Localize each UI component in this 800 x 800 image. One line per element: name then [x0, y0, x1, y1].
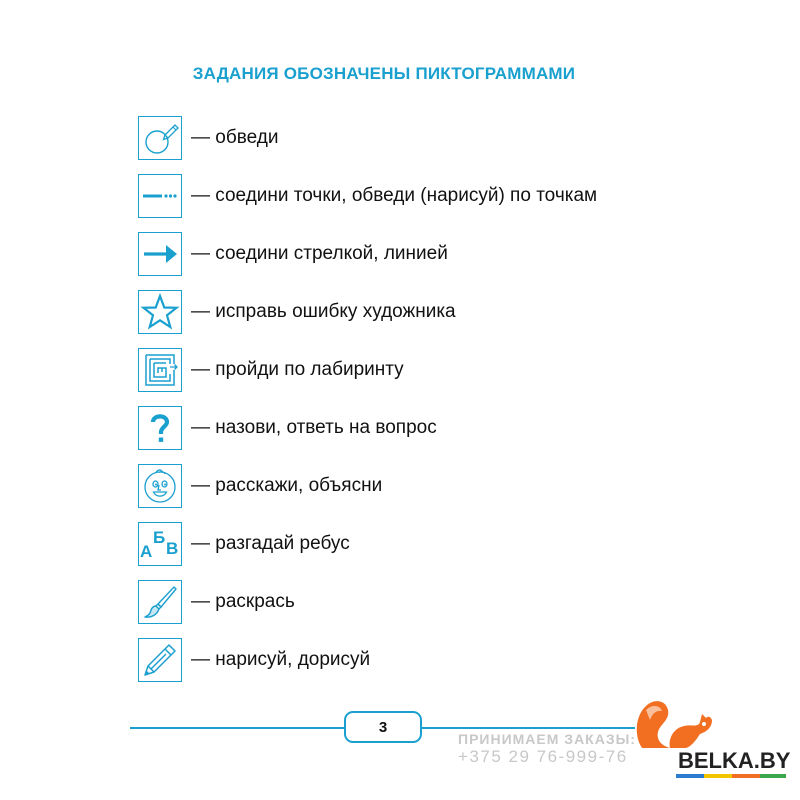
brand-stripe: [676, 774, 786, 778]
arrow-right-icon: [138, 232, 182, 276]
watermark-text: [458, 730, 636, 766]
legend-label: — раскрась: [191, 591, 295, 612]
star-icon: [138, 290, 182, 334]
legend-item-trace: [138, 115, 278, 161]
watermark-brand: BELKA.BY: [678, 748, 791, 773]
question-mark-icon: [138, 406, 182, 450]
legend-item-star: [138, 289, 456, 335]
legend-item-dots: [138, 173, 597, 219]
legend-item-arrow: [138, 231, 448, 277]
legend-label: — соедини точки, обведи (нарисуй) по точкам: [191, 185, 598, 206]
legend-label: — соедини стрелкой, линией: [191, 243, 448, 264]
pencil-icon: [138, 638, 182, 682]
letters-abv-icon: [138, 522, 182, 566]
legend-label: — расскажи, объясни: [191, 475, 383, 496]
dotted-line-icon: [138, 174, 182, 218]
letter-b: Б: [153, 528, 166, 547]
legend-label: — нарисуй, дорисуй: [191, 649, 371, 670]
legend-label: — обведи: [191, 127, 279, 148]
letter-v: В: [166, 539, 179, 558]
legend-label: — пройди по лабиринту: [191, 359, 404, 380]
legend-label: — разгадай ребус: [191, 533, 350, 554]
page-number: 3: [344, 711, 422, 743]
smiling-face-icon: [138, 464, 182, 508]
page-title: ЗАДАНИЯ ОБОЗНАЧЕНЫ ПИКТОГРАММАМИ: [192, 64, 576, 83]
trace-circle-icon: [138, 116, 182, 160]
legend-item-maze: [138, 347, 404, 393]
squirrel-logo-icon: [632, 688, 716, 752]
legend-item-face: [138, 463, 382, 509]
legend-item-color: [138, 579, 295, 625]
maze-icon: [138, 348, 182, 392]
watermark-orders: ПРИНИМАЕМ ЗАКАЗЫ:: [458, 731, 636, 747]
legend-item-question: [138, 405, 437, 451]
legend-item-draw: [138, 637, 370, 683]
legend-item-rebus: [138, 521, 350, 567]
letter-a: А: [140, 542, 153, 561]
legend-label: — назови, ответь на вопрос: [191, 417, 437, 438]
paintbrush-icon: [138, 580, 182, 624]
watermark-phone: +375 29 76-999-76: [458, 747, 628, 766]
legend-label: — исправь ошибку художника: [191, 301, 456, 322]
